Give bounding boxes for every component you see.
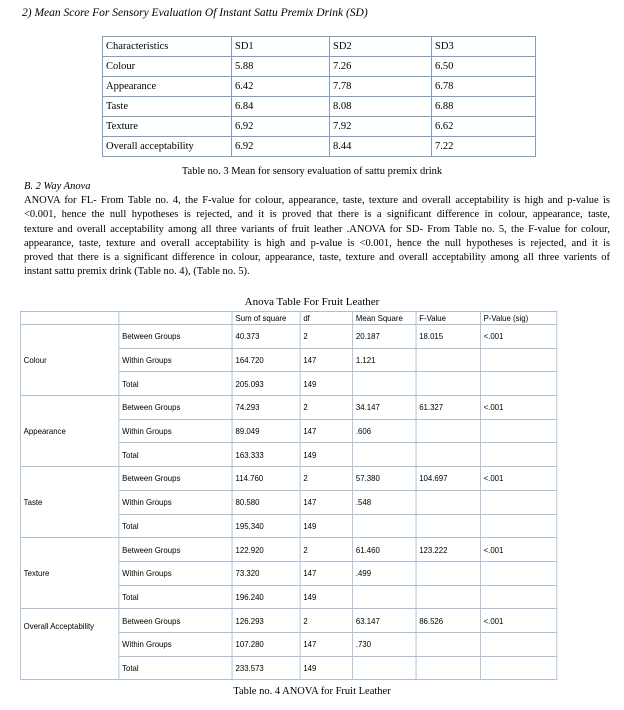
table-cell: Appearance xyxy=(103,77,232,97)
table-cell: 18.015 xyxy=(416,325,480,349)
table-cell: Taste xyxy=(103,97,232,117)
table-cell xyxy=(480,490,556,514)
table-cell: 147 xyxy=(300,419,353,443)
table-caption-4: Table no. 4 ANOVA for Fruit Leather xyxy=(233,686,391,697)
table-cell: Between Groups xyxy=(119,538,232,562)
section-heading: 2) Mean Score For Sensory Evaluation Of Instant Sattu Premix Drink (SD) xyxy=(22,7,368,19)
table-cell: 233.573 xyxy=(232,656,300,680)
table-cell: 57.380 xyxy=(353,467,416,491)
header-cell xyxy=(119,312,232,325)
table-cell: 6.62 xyxy=(432,117,536,137)
group-label: Texture xyxy=(20,538,118,609)
table-cell xyxy=(416,348,480,372)
table-cell xyxy=(353,514,416,538)
table-cell: <.001 xyxy=(480,467,556,491)
table-cell: 149 xyxy=(300,372,353,396)
paragraph-line: appearance, taste, texture and overall acceptability is high and p-value is <0.001, hence the null hypotheses is rejected, and it is xyxy=(24,237,610,249)
table-cell: 149 xyxy=(300,585,353,609)
table-cell: .606 xyxy=(353,419,416,443)
table-cell: 2 xyxy=(300,538,353,562)
table-cell: 6.88 xyxy=(432,97,536,117)
table-cell xyxy=(416,419,480,443)
table-row xyxy=(103,77,536,97)
table-cell: 2 xyxy=(300,325,353,349)
table-cell xyxy=(480,656,556,680)
table-cell: 20.187 xyxy=(353,325,416,349)
table-cell: 8.08 xyxy=(330,97,432,117)
table-cell: Total xyxy=(119,443,232,467)
table-cell: 164.720 xyxy=(232,348,300,372)
table-row xyxy=(20,538,556,562)
paragraph-line: proved that there is a significant difference in colour, appearance, taste, texture and overall acceptability among all three varients of xyxy=(24,252,610,264)
table-cell: 2 xyxy=(300,609,353,633)
table-cell: Between Groups xyxy=(119,467,232,491)
header-cell: SD1 xyxy=(232,37,330,57)
table-cell: <.001 xyxy=(480,609,556,633)
table-cell: Within Groups xyxy=(119,632,232,656)
table-cell: 73.320 xyxy=(232,561,300,585)
header-cell: F-Value xyxy=(416,312,480,325)
header-cell: df xyxy=(300,312,353,325)
table-cell: 63.147 xyxy=(353,609,416,633)
table-row xyxy=(20,467,556,491)
table-cell: 6.92 xyxy=(232,117,330,137)
table-cell: 104.697 xyxy=(416,467,480,491)
table-cell: 6.92 xyxy=(232,137,330,157)
paragraph-line: texture and overall acceptability among all three variants of fruit leather .ANOVA for SD- From Table no. 5, the F-value for colour, xyxy=(24,223,610,235)
table-cell: <.001 xyxy=(480,538,556,562)
table-cell: 6.50 xyxy=(432,57,536,77)
table-cell xyxy=(416,561,480,585)
table-cell: <.001 xyxy=(480,325,556,349)
table-cell xyxy=(353,372,416,396)
table-cell: 5.88 xyxy=(232,57,330,77)
table-row xyxy=(20,325,556,349)
group-label: Overall Acceptability xyxy=(20,609,118,680)
table-cell: 7.92 xyxy=(330,117,432,137)
table-cell: Total xyxy=(119,656,232,680)
table-cell: 8.44 xyxy=(330,137,432,157)
table-cell: 147 xyxy=(300,348,353,372)
table-cell: 163.333 xyxy=(232,443,300,467)
table-cell xyxy=(480,419,556,443)
table-cell xyxy=(416,585,480,609)
table-cell: 149 xyxy=(300,514,353,538)
table-cell: 6.84 xyxy=(232,97,330,117)
anova-header-row xyxy=(20,312,556,325)
table-cell xyxy=(480,443,556,467)
table-cell: 2 xyxy=(300,467,353,491)
table-cell: 61.327 xyxy=(416,396,480,420)
table-cell: .499 xyxy=(353,561,416,585)
table-cell xyxy=(353,656,416,680)
table-cell: 74.293 xyxy=(232,396,300,420)
table-cell: 6.42 xyxy=(232,77,330,97)
group-label: Taste xyxy=(20,467,118,538)
header-cell: Mean Square xyxy=(353,312,416,325)
table-cell: 147 xyxy=(300,490,353,514)
sd-header-row xyxy=(103,37,536,57)
table-cell: 7.78 xyxy=(330,77,432,97)
table-cell xyxy=(480,561,556,585)
table-cell: 122.920 xyxy=(232,538,300,562)
header-cell: Characteristics xyxy=(103,37,232,57)
table-row xyxy=(103,97,536,117)
table-cell: Within Groups xyxy=(119,490,232,514)
group-label: Colour xyxy=(20,325,118,396)
table-cell: Colour xyxy=(103,57,232,77)
table-cell: .730 xyxy=(353,632,416,656)
table-caption-3: Table no. 3 Mean for sensory evaluation of sattu premix drink xyxy=(181,166,443,177)
table-cell: 149 xyxy=(300,443,353,467)
table-row xyxy=(103,137,536,157)
table-cell: Between Groups xyxy=(119,396,232,420)
table-cell xyxy=(416,443,480,467)
anova-paragraph xyxy=(24,194,610,280)
table-cell xyxy=(480,585,556,609)
table-cell: 147 xyxy=(300,632,353,656)
header-cell: SD2 xyxy=(330,37,432,57)
table-cell: 80.580 xyxy=(232,490,300,514)
header-cell: Sum of square xyxy=(232,312,300,325)
table-cell: 205.093 xyxy=(232,372,300,396)
table-cell xyxy=(416,372,480,396)
table-cell xyxy=(416,490,480,514)
header-cell xyxy=(20,312,118,325)
table-cell: Between Groups xyxy=(119,325,232,349)
header-cell: P-Value (sig) xyxy=(480,312,556,325)
table-cell: 114.760 xyxy=(232,467,300,491)
table-cell: 7.22 xyxy=(432,137,536,157)
table-cell xyxy=(480,514,556,538)
paragraph-line: instant sattu premix drink (Table no. 4), (Table no. 5). xyxy=(24,266,250,278)
table-cell xyxy=(416,656,480,680)
table-cell: 107.280 xyxy=(232,632,300,656)
table-cell: Texture xyxy=(103,117,232,137)
table-cell: 89.049 xyxy=(232,419,300,443)
anova-table xyxy=(20,311,557,680)
table-cell xyxy=(353,585,416,609)
table-cell: Within Groups xyxy=(119,561,232,585)
table-cell xyxy=(416,514,480,538)
table-cell: Total xyxy=(119,514,232,538)
table-cell: Total xyxy=(119,585,232,609)
sd-mean-table xyxy=(102,36,536,157)
table-cell: <.001 xyxy=(480,396,556,420)
table-cell: 7.26 xyxy=(330,57,432,77)
table-cell: 149 xyxy=(300,656,353,680)
table-cell: 123.222 xyxy=(416,538,480,562)
table-row xyxy=(103,57,536,77)
table-row xyxy=(103,117,536,137)
table-cell: 40.373 xyxy=(232,325,300,349)
table-cell: 196.240 xyxy=(232,585,300,609)
table-cell: Between Groups xyxy=(119,609,232,633)
paragraph-line: ANOVA for FL- From Table no. 4, the F-value for colour, appearance, taste, texture and overall acceptability is high and p-value is xyxy=(24,195,610,206)
table-cell: Within Groups xyxy=(119,419,232,443)
table-cell: 195.340 xyxy=(232,514,300,538)
table-cell: 6.78 xyxy=(432,77,536,97)
table-cell: 86.526 xyxy=(416,609,480,633)
table-cell xyxy=(416,632,480,656)
table-row xyxy=(20,609,556,633)
paragraph-line: <0.001, hence the null hypotheses is rejected, and it is proved that there is a significant difference in colour, appearance, taste, xyxy=(24,209,610,221)
table-cell: 34.147 xyxy=(353,396,416,420)
table-cell: Overall acceptability xyxy=(103,137,232,157)
table-cell xyxy=(480,372,556,396)
anova-table-title: Anova Table For Fruit Leather xyxy=(244,296,380,308)
table-cell: 1.121 xyxy=(353,348,416,372)
header-cell: SD3 xyxy=(432,37,536,57)
table-cell: 147 xyxy=(300,561,353,585)
table-cell: 2 xyxy=(300,396,353,420)
table-cell: Total xyxy=(119,372,232,396)
table-cell xyxy=(353,443,416,467)
group-label: Appearance xyxy=(20,396,118,467)
table-cell xyxy=(480,632,556,656)
table-row xyxy=(20,396,556,420)
table-cell: Within Groups xyxy=(119,348,232,372)
subheading-2-way-anova: B. 2 Way Anova xyxy=(24,181,91,192)
table-cell: 126.293 xyxy=(232,609,300,633)
table-cell xyxy=(480,348,556,372)
table-cell: 61.460 xyxy=(353,538,416,562)
table-cell: .548 xyxy=(353,490,416,514)
